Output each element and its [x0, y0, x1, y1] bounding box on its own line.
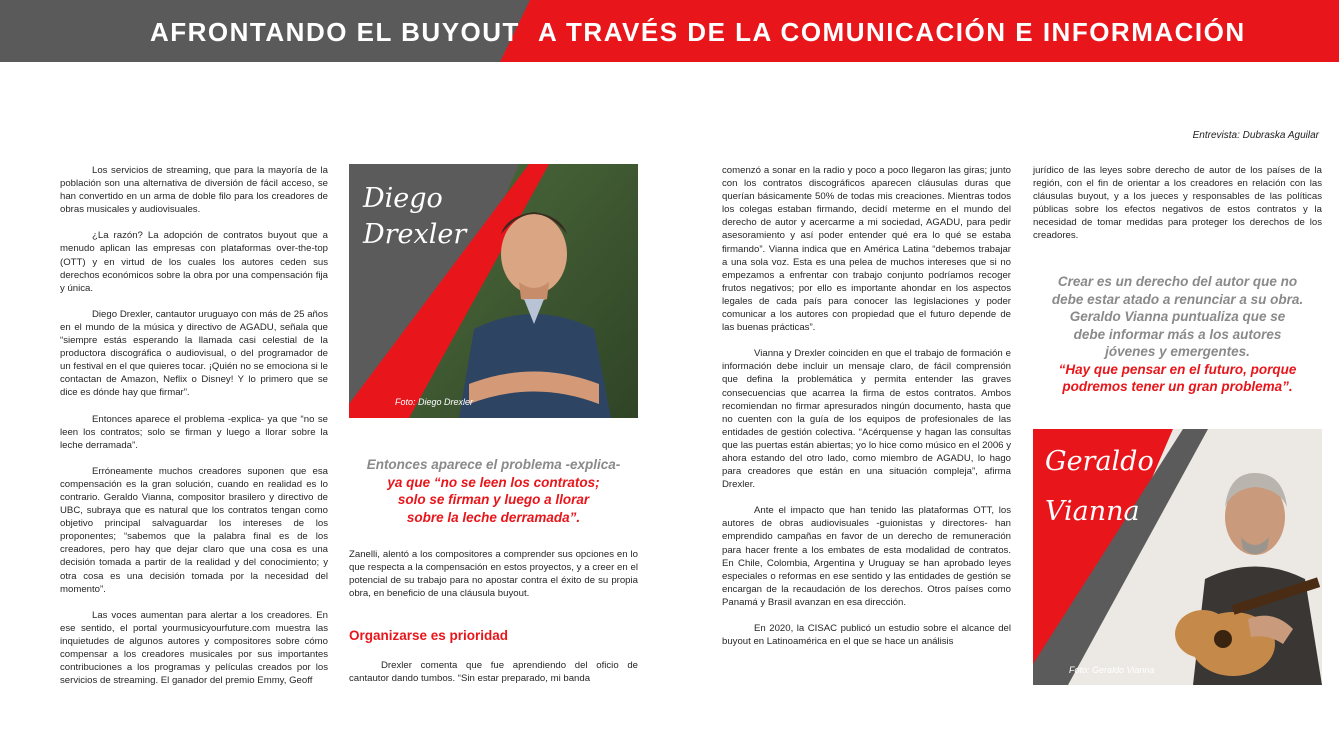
pull-quote-gray-line: Crear es un derecho del autor que no: [1057, 274, 1298, 289]
paragraph: Ante el impacto que han tenido las plataformas OTT, los autores de obras audiovisuales -guionistas y directores- han emprendido campañas en favor de un derecho de remuneración para hacer frente a los embates de esta modalidad de contratos. En Chile, Colombia, Argentina y Uruguay se han aprobado leyes especiales o reformas en ese sentido y las entidades de gestión se encargan de la recaudación de los derechos. Otros países como Panamá y Brasil avanzan en esa dirección.: [722, 505, 1011, 608]
pull-quote-red-line: sobre la leche derramada”.: [406, 509, 581, 525]
photo-name-line2: Drexler: [363, 219, 467, 250]
section-subheading: Organizarse es prioridad: [349, 628, 509, 643]
paragraph: Diego Drexler, cantautor uruguayo con más de 25 años en el mundo de la música y directivo de AGADU, señala que “siempre estás esperando la llamada casi celestial de la productora discográfica o audiovisual, o del programador de un festival en el que quieres tocar. ¡Quién no se emociona si le contactan de Amazon, Neflix o Disney! Y lo primero que se dice es dónde hay que firmar”.: [60, 308, 328, 399]
pull-quote-gray-line: Geraldo Vianna puntualiza que se: [1069, 309, 1286, 324]
photo-name-line2: Vianna: [1045, 496, 1140, 527]
pull-quote-gray-line: debe estar atado a renunciar a su obra.: [1051, 291, 1304, 307]
article-column-1: [60, 164, 328, 700]
interview-byline: Entrevista: Dubraska Aguilar: [1192, 130, 1319, 141]
photo-caption: Foto: Geraldo Vianna: [1069, 665, 1155, 675]
pull-quote-gray-line: debe informar más a los autores: [1073, 326, 1282, 342]
paragraph: En 2020, la CISAC publicó un estudio sobre el alcance del buyout en Latinoamérica en el que se hace un análisis: [722, 623, 1011, 648]
photo-diego-drexler: [349, 164, 638, 418]
header-title-part2: A TRAVÉS DE LA COMUNICACIÓN E INFORMACIÓN: [538, 17, 1246, 47]
pull-quote-red-line: ya que “no se leen los contratos;: [387, 474, 600, 490]
photo-name-line1: Geraldo: [1045, 446, 1154, 477]
paragraph: Zanelli, alentó a los compositores a comprender sus opciones en lo que respecta a la compensación en estos proyectos, y a creer en el potencial de su trabajo para no apostar contra el éxito de su propia obra, en beneficio de una cláusula buyout.: [349, 549, 638, 600]
paragraph: jurídico de las leyes sobre derecho de autor de los países de la región, con el fin de orientar a los creadores en relación con las cláusulas buyout, y a los jueces y responsables de las políticas públicas sobre los efectos negativos de estos contratos y la necesidad de tomar medidas para proteger los derechos de los creadores.: [1033, 165, 1322, 242]
paragraph: Erróneamente muchos creadores suponen que esa compensación es la gran solución, cuando en realidad es lo contrario. Geraldo Vianna, compositor brasilero y directivo de UBC, subraya que es natural que los contratos tengan como objetivo principal salvaguardar los intereses de los proponentes; “sabemos que la palabra final es de los creadores, pero hay que dejar claro que una cosa es una decisión tomada a partir de la realidad y del conocimiento; y otra cosa es una decisión tomada por la necesidad del momento”.: [60, 465, 328, 595]
pull-quote-2: [1033, 273, 1322, 396]
article-column-3: [722, 164, 1011, 661]
paragraph: ¿La razón? La adopción de contratos buyout que a menudo aplican las empresas con plataformas over-the-top (OTT) y en virtud de los cuales los autores ceden sus derechos económicos sobre la obra por una compensación fija y única.: [60, 230, 328, 294]
photo-caption: Foto: Diego Drexler: [395, 397, 474, 407]
pull-quote-1: [349, 456, 638, 526]
paragraph: Drexler comenta que fue aprendiendo del oficio de cantautor dando tumbos. “Sin estar preparado, mi banda: [349, 660, 638, 685]
article-column-4: [1033, 164, 1322, 256]
header-title-part1: AFRONTANDO EL BUYOUT: [150, 17, 520, 47]
pull-quote-red-line: solo se firman y luego a llorar: [397, 492, 590, 507]
paragraph: comenzó a sonar en la radio y poco a poco llegaron las giras; junto con los contratos discográficos aparecen cláusulas duras que querían básicamente 50% de todas mis creaciones. Mientras todos los colegas estaban firmando, decidí meterme en el mundo del derecho de autor y acercarme a mi sociedad, AGADU, para pedir asesoramiento y así poder entender qué era lo qué se estaba firmando”. Vianna indica que en América Latina “debemos trabajar a una sola voz. Esta es una pelea de muchos intereses que si no empezamos a enfrentar con trabajo conjunto podríamos recoger frutos negativos; por ello es importante ahondar en los aspectos legales de cada país para conocer las legislaciones y poder comunicar a los autores con propiedad que el futuro depende de las buenas prácticas”.: [722, 165, 1011, 334]
photo-geraldo-vianna: [1033, 429, 1322, 685]
pull-quote-red-line: podremos tener un gran problema”.: [1062, 379, 1293, 394]
paragraph: Vianna y Drexler coinciden en que el trabajo de formación e información debe incluir un mensaje claro, de fácil comprensión que defina la problemática y permita entender las graves consecuencias que acarrea la firma de estos contratos. Ambos recomiendan no firmar apresurados ningún documento, hasta que no cuenten con la guía de los equipos de profesionales de las entidades de gestión colectiva. “Acérquense y hagan las consultas que las puertas están abiertas; yo lo hice como músico en el 2006 y ahora estando del otro lado, como miembro de AGADU, lo hago para creadores que están en una situación compleja”, afirma Drexler.: [722, 348, 1011, 491]
photo-name-line1: Diego: [363, 183, 443, 214]
article-column-2: [349, 548, 638, 613]
paragraph: Los servicios de streaming, que para la mayoría de la población son una alternativa de diversión de fácil acceso, se han convertido en un arma de doble filo para los creadores de obras musicales y audiovisuales.: [60, 165, 328, 216]
paragraph: Las voces aumentan para alertar a los creadores. En ese sentido, el portal yourmusicyourfuture.com muestra las inquietudes de algunos autores y compositores sobre cómo compensar a los creadores musicales por sus importantes contribuciones a los programas y películas creados por los servicios de streaming. El ganador del premio Emmy, Geoff: [60, 609, 328, 687]
pull-quote-gray-line: Entonces aparece el problema -explica-: [366, 457, 621, 472]
pull-quote-red-line: “Hay que pensar en el futuro, porque: [1058, 361, 1297, 377]
pull-quote-gray-line: jóvenes y emergentes.: [1105, 344, 1250, 359]
paragraph: Entonces aparece el problema -explica- ya que “no se leen los contratos; solo se firman y luego a llorar sobre la leche derramada”.: [60, 413, 328, 451]
article-column-2b: [349, 659, 638, 698]
